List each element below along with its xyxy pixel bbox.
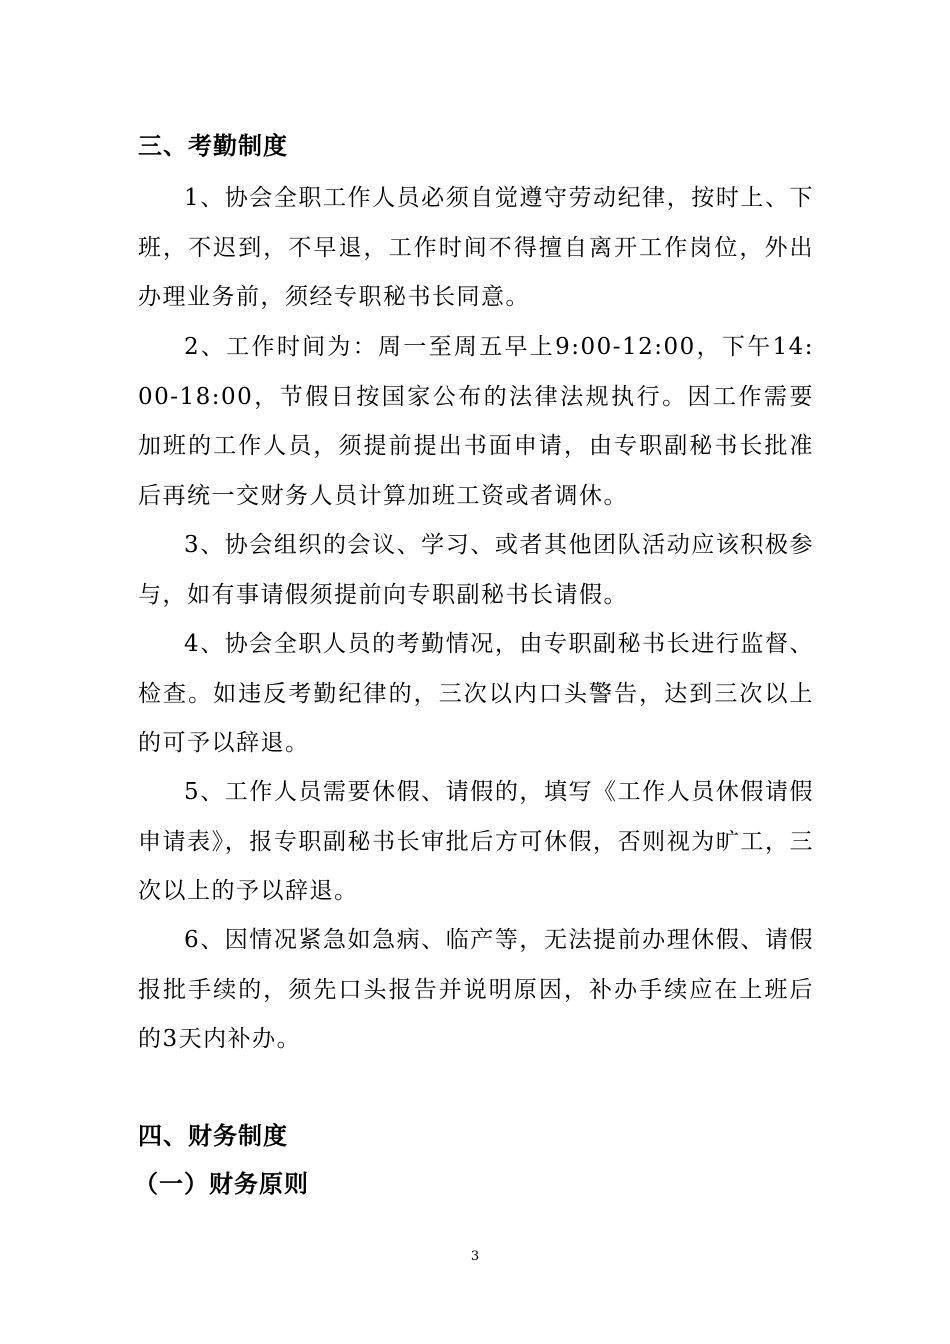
page-number: 3 — [470, 1249, 480, 1264]
subsection-heading-finance-principles: （一）财务原则 — [134, 1170, 309, 1198]
attendance-item-6: 6、因情况紧急如急病、临产等，无法提前办理休假、请假报批手续的，须先口头报告并说明原因，补办手续应在上班后的3天内补办。 — [138, 927, 814, 1052]
attendance-item-5: 5、工作人员需要休假、请假的，填写《工作人员休假请假申请表》，报专职副秘书长审批后方可休假，否则视为旷工，三次以上的予以辞退。 — [138, 779, 814, 904]
section-heading-finance: 四、财务制度 — [138, 1122, 288, 1150]
attendance-item-4: 4、协会全职人员的考勤情况，由专职副秘书长进行监督、检查。如违反考勤纪律的，三次以内口头警告，达到三次以上的可予以辞退。 — [138, 631, 814, 756]
attendance-item-1: 1、协会全职工作人员必须自觉遵守劳动纪律，按时上、下班，不迟到，不早退，工作时间不得擅自离开工作岗位，外出办理业务前，须经专职秘书长同意。 — [138, 185, 814, 310]
attendance-item-2: 2、工作时间为：周一至周五早上9:00-12:00，下午14:00-18:00，节假日按国家公布的法律法规执行。因工作需要加班的工作人员，须提前提出书面申请，由专职副秘书长批准后再统一交财务人员计算加班工资或者调休。 — [138, 334, 814, 509]
attendance-item-3: 3、协会组织的会议、学习、或者其他团队活动应该积极参与，如有事请假须提前向专职副秘书长请假。 — [138, 532, 814, 608]
section-heading-attendance: 三、考勤制度 — [138, 132, 288, 160]
